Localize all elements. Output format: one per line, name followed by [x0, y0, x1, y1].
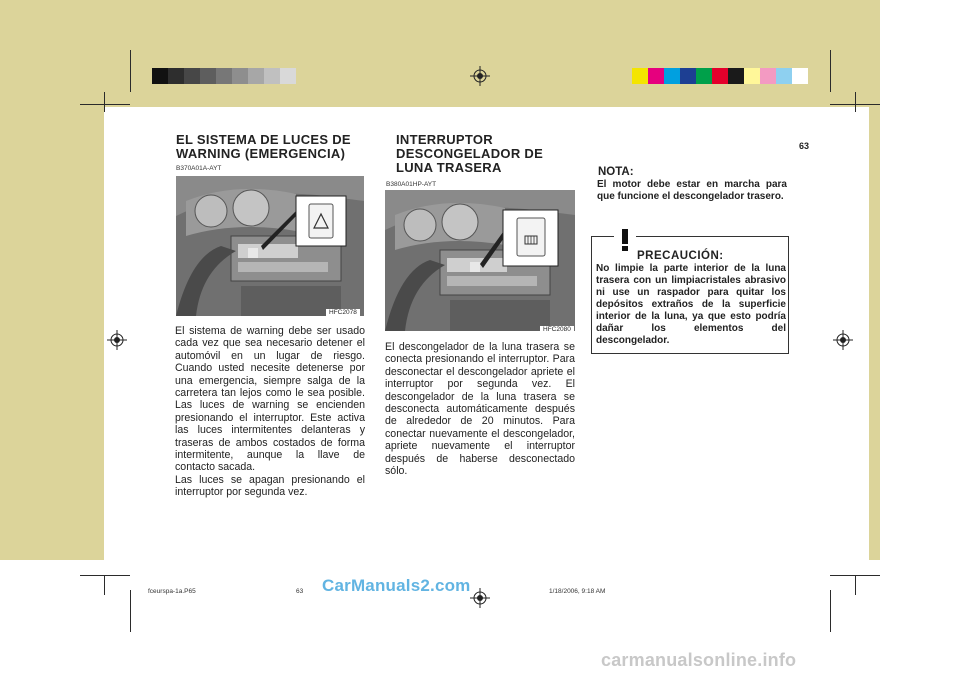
footer-date: 1/18/2006, 9:18 AM — [549, 588, 606, 595]
color-swatch — [760, 68, 776, 84]
watermark-link[interactable]: CarManuals2.com — [322, 576, 471, 595]
page-number: 63 — [798, 141, 809, 151]
middle-figure-code: HFC2080 — [540, 326, 574, 333]
crop-mark — [830, 590, 831, 632]
title-line: WARNING (EMERGENCIA) — [176, 146, 346, 161]
left-section-title — [176, 133, 351, 161]
note-text: El motor debe estar en marcha para que funcione el descongelador trasero. — [597, 179, 787, 202]
registration-target-icon — [833, 330, 853, 350]
note-title: NOTA: — [598, 166, 634, 178]
warning-switch-photo — [176, 176, 364, 316]
color-swatch — [728, 68, 744, 84]
color-swatch — [184, 68, 200, 84]
crop-mark — [855, 575, 856, 595]
color-swatch — [776, 68, 792, 84]
color-registration-strip — [632, 68, 808, 84]
section-header: COMPONENTES DE SU HYUNDAI — [661, 113, 795, 122]
color-swatch — [248, 68, 264, 84]
crop-mark — [855, 92, 856, 112]
color-swatch — [280, 68, 296, 84]
crop-mark — [104, 575, 105, 595]
middle-body-text — [385, 341, 575, 477]
title-line: INTERRUPTOR — [396, 132, 493, 147]
grayscale-registration-strip — [152, 68, 296, 84]
defroster-switch-photo — [385, 190, 575, 331]
registration-target-icon — [470, 66, 490, 86]
watermark-site[interactable]: carmanualsonline.info — [601, 650, 797, 670]
color-swatch — [168, 68, 184, 84]
color-swatch — [712, 68, 728, 84]
footer-file: fceurspa-1a.P65 — [148, 588, 196, 595]
left-figure-code: HFC2078 — [326, 309, 360, 316]
paragraph: El descongelador de la luna trasera se conecta presionando el interruptor. Para desconectar el descongelador apriete el interruptor por segunda vez. El descongelador de la luna trasera se desconecta automáticamente después de alrededor de 20 minutos. Para conectar nuevamente el descongelador, apriete nuevamente el interruptor después de haberse desconectado sólo. — [385, 341, 575, 478]
color-swatch — [216, 68, 232, 84]
crop-mark — [130, 50, 131, 92]
caution-text: No limpie la parte interior de la luna trasera con un limpiacristales abrasivo ni use un raspador para quitar los depósitos extraños de la superficie interior de la luna, ya que esto podría dañar los elementos del descongelador. — [596, 263, 786, 346]
middle-section-code: B380A01HP-AYT — [386, 181, 437, 188]
paragraph: Las luces se apagan presionando el interruptor por segunda vez. — [175, 473, 365, 499]
crop-mark — [80, 575, 130, 576]
registration-target-icon — [470, 588, 490, 608]
registration-target-icon — [107, 330, 127, 350]
paragraph: El sistema de warning debe ser usado cada vez que sea necesario detener el automóvil en un lugar de riesgo. Cuando usted necesite detenerse por una emergencia, siempre salga de la carretera tan lejos como le sea posible. Las luces de warning se encienden presionando el interruptor. Este activa las luces intermitentes delanteras y traseras de ambos costados de forma intermitente, aunque la llave de contacto sacada. — [175, 325, 365, 474]
color-swatch — [680, 68, 696, 84]
color-swatch — [792, 68, 808, 84]
color-swatch — [664, 68, 680, 84]
color-swatch — [744, 68, 760, 84]
color-swatch — [696, 68, 712, 84]
color-swatch — [232, 68, 248, 84]
crop-mark — [130, 590, 131, 632]
footer-page: 63 — [296, 588, 304, 595]
title-line: EL SISTEMA DE LUCES DE — [176, 132, 351, 147]
title-line: LUNA TRASERA — [396, 160, 502, 175]
middle-section-title — [396, 133, 543, 175]
dashboard-illustration — [176, 176, 364, 316]
crop-mark — [104, 92, 105, 112]
exclamation-icon — [614, 227, 636, 253]
crop-mark — [830, 50, 831, 92]
color-swatch — [632, 68, 648, 84]
color-swatch — [152, 68, 168, 84]
caution-title: PRECAUCIÓN: — [637, 250, 724, 262]
title-line: DESCONGELADOR DE — [396, 146, 544, 161]
color-swatch — [648, 68, 664, 84]
left-section-code: B370A01A-AYT — [176, 165, 222, 172]
crop-mark — [80, 104, 130, 105]
color-swatch — [264, 68, 280, 84]
chapter-number: 1 — [794, 105, 805, 125]
crop-mark — [830, 104, 880, 105]
left-body-text — [175, 325, 365, 499]
dashboard-illustration — [385, 190, 575, 331]
color-swatch — [200, 68, 216, 84]
